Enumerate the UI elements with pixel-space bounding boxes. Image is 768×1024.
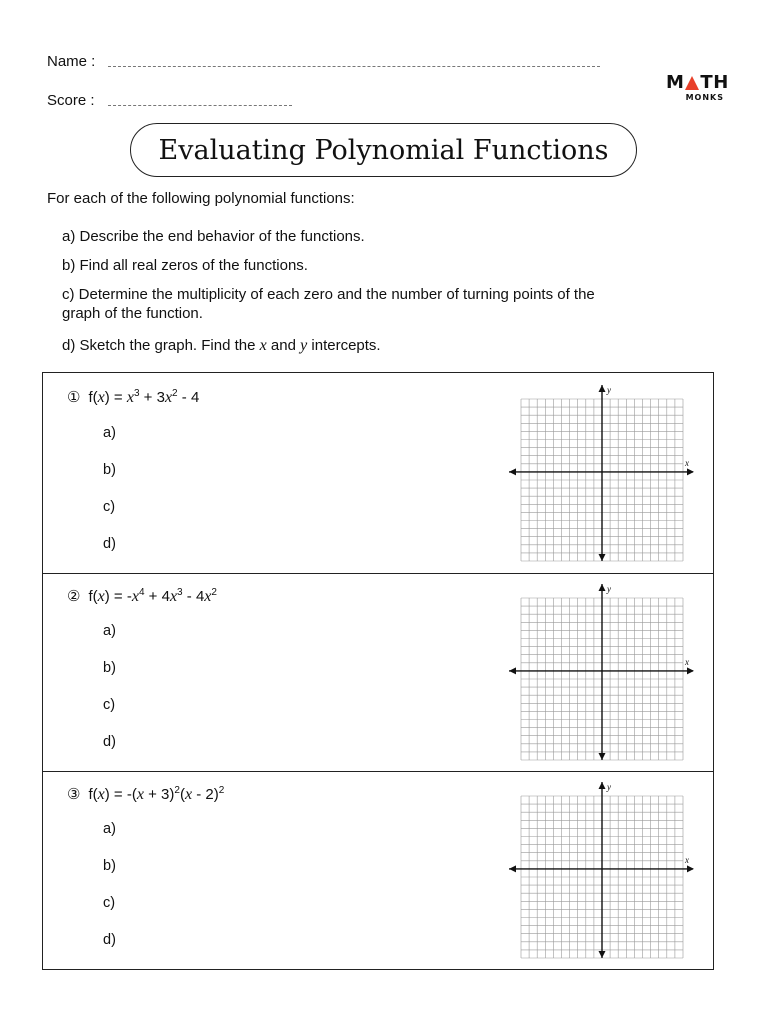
fn-text: f( — [88, 389, 98, 406]
instruction-c-line1: c) Determine the multiplicity of each zero and the number of turning points of the — [62, 286, 595, 303]
fn-var: x — [169, 588, 178, 605]
y-axis-down-arrow-icon — [599, 554, 606, 561]
problem-3-function — [88, 786, 224, 803]
x-axis-right-arrow-icon — [687, 865, 694, 872]
y-axis-down-arrow-icon — [599, 753, 606, 760]
y-axis-down-arrow-icon — [599, 951, 606, 958]
fn-var: x — [97, 389, 105, 406]
logo-subtext: MONKS — [685, 93, 724, 102]
instruction-d-y: y — [300, 337, 308, 354]
fn-exponent: 2 — [218, 785, 225, 796]
fn-exponent: 3 — [177, 587, 183, 598]
x-axis-label: x — [685, 656, 689, 667]
fn-text: - 4 — [177, 389, 200, 406]
logo-text-left: M — [666, 72, 685, 93]
instruction-d-and: and — [270, 337, 296, 354]
problem-2-answer-b: b) — [103, 660, 116, 676]
problem-1 — [43, 373, 713, 573]
fn-text: f( — [88, 588, 98, 605]
problem-2-answer-a: a) — [103, 623, 116, 639]
y-axis-up-arrow-icon — [599, 584, 606, 591]
title-box — [130, 123, 637, 177]
problem-2-function — [88, 588, 217, 605]
fn-text: + 4 — [144, 588, 170, 605]
page-title: Evaluating Polynomial Functions — [158, 134, 609, 166]
score-field[interactable] — [108, 105, 292, 106]
math-monks-logo — [666, 72, 729, 102]
problem-1-number: ① — [67, 389, 81, 406]
score-label: Score : — [47, 92, 95, 109]
y-axis-up-arrow-icon — [599, 782, 606, 789]
fn-var: x — [204, 588, 212, 605]
problem-1-answer-c: c) — [103, 499, 116, 515]
fn-exponent: 2 — [174, 785, 180, 796]
x-axis-left-arrow-icon — [509, 667, 516, 674]
x-axis-left-arrow-icon — [509, 865, 516, 872]
problem-1-title — [67, 388, 199, 407]
problem-1-graph[interactable] — [507, 383, 697, 563]
fn-exponent: 2 — [172, 388, 178, 399]
fn-text: ) = — [104, 389, 127, 406]
instruction-d — [62, 336, 381, 355]
fn-text: ) = -( — [104, 786, 137, 803]
x-axis-right-arrow-icon — [687, 468, 694, 475]
instructions-intro: For each of the following polynomial functions: — [47, 190, 355, 207]
name-label: Name : — [47, 53, 96, 70]
x-axis-label: x — [685, 457, 689, 468]
fn-var: x — [126, 389, 134, 406]
problems-frame — [42, 372, 714, 970]
x-axis-left-arrow-icon — [509, 468, 516, 475]
fn-exponent: 4 — [138, 587, 145, 598]
fn-text: ) = - — [104, 588, 132, 605]
instruction-a: a) Describe the end behavior of the functions. — [62, 228, 365, 245]
fn-var: x — [164, 389, 173, 406]
problem-2-graph[interactable] — [507, 582, 697, 762]
instruction-d-x: x — [259, 337, 267, 354]
fn-text: + 3) — [143, 786, 175, 803]
fn-text: + 3 — [139, 389, 165, 406]
fn-exponent: 2 — [211, 587, 217, 598]
fn-var: x — [136, 786, 144, 803]
problem-2-answer-c: c) — [103, 697, 116, 713]
logo-triangle-icon — [685, 76, 699, 90]
problem-3-title — [67, 785, 224, 804]
problem-3-number: ③ — [67, 786, 81, 803]
y-axis-label: y — [607, 385, 611, 395]
problem-2 — [43, 573, 713, 771]
x-axis-right-arrow-icon — [687, 667, 694, 674]
fn-text: ( — [179, 786, 185, 803]
fn-text: f( — [88, 786, 98, 803]
problem-2-answer-d: d) — [103, 734, 116, 750]
fn-text: - 4 — [182, 588, 205, 605]
y-axis-label: y — [607, 782, 611, 792]
y-axis-up-arrow-icon — [599, 385, 606, 392]
logo-text-right: TH — [700, 72, 729, 93]
problem-3-answer-a: a) — [103, 821, 116, 837]
instruction-c-line2: graph of the function. — [62, 305, 203, 322]
fn-var: x — [97, 786, 105, 803]
x-axis-label: x — [685, 854, 689, 865]
fn-var: x — [131, 588, 139, 605]
problem-3-answer-d: d) — [103, 932, 116, 948]
fn-var: x — [97, 588, 105, 605]
problem-3-answer-c: c) — [103, 895, 116, 911]
problem-3-graph[interactable] — [507, 780, 697, 960]
instruction-d-text: d) Sketch the graph. Find the — [62, 337, 256, 354]
problem-2-number: ② — [67, 588, 81, 605]
problem-1-function — [88, 389, 199, 406]
problem-3 — [43, 771, 713, 969]
fn-text: - 2) — [192, 786, 219, 803]
name-field[interactable] — [108, 66, 600, 67]
problem-1-answer-b: b) — [103, 462, 116, 478]
problem-2-title — [67, 587, 217, 606]
problem-3-answer-b: b) — [103, 858, 116, 874]
y-axis-label: y — [607, 584, 611, 594]
fn-var: x — [184, 786, 193, 803]
problem-1-answer-a: a) — [103, 425, 116, 441]
fn-exponent: 3 — [133, 388, 140, 399]
instruction-b: b) Find all real zeros of the functions. — [62, 257, 308, 274]
instruction-d-end: intercepts. — [311, 337, 381, 354]
problem-1-answer-d: d) — [103, 536, 116, 552]
